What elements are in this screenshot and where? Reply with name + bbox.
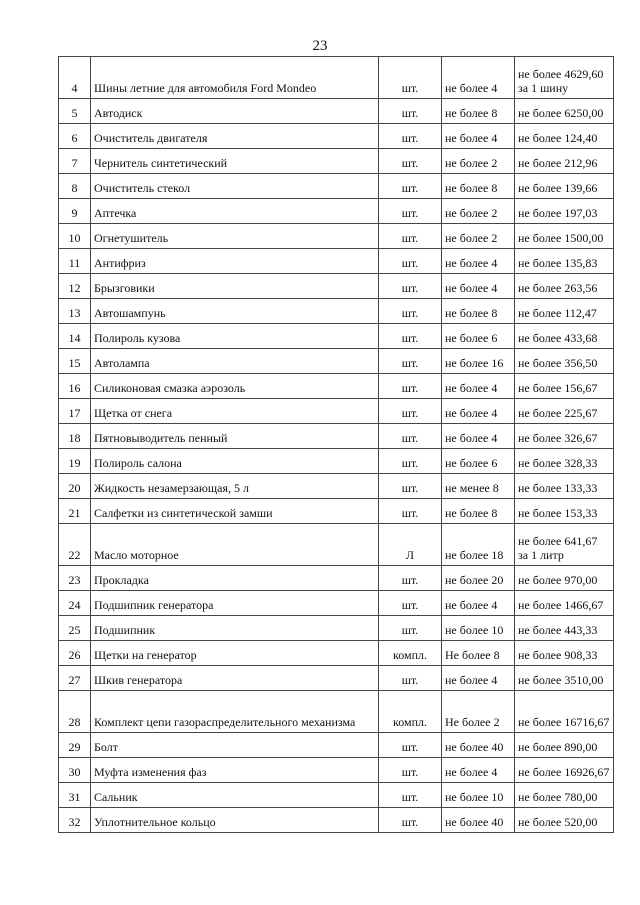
item-name: Автолампа (91, 349, 379, 374)
unit-of-measure: шт. (379, 424, 442, 449)
unit-of-measure: шт. (379, 616, 442, 641)
unit-price: не более 263,56 (515, 274, 614, 299)
quantity: не более 4 (442, 758, 515, 783)
unit-price: не более 1466,67 (515, 591, 614, 616)
items-table-body (59, 57, 614, 833)
row-number: 18 (59, 424, 91, 449)
unit-price: не более 1500,00 (515, 224, 614, 249)
unit-price: не более 135,83 (515, 249, 614, 274)
item-name: Полироль салона (91, 449, 379, 474)
unit-of-measure: шт. (379, 57, 442, 99)
unit-price: не более 356,50 (515, 349, 614, 374)
table-row (59, 474, 614, 499)
unit-price: не более 6250,00 (515, 99, 614, 124)
unit-price: не более 328,33 (515, 449, 614, 474)
row-number: 4 (59, 57, 91, 99)
row-number: 20 (59, 474, 91, 499)
item-name: Антифриз (91, 249, 379, 274)
table-row (59, 149, 614, 174)
item-name: Силиконовая смазка аэрозоль (91, 374, 379, 399)
unit-price: не более 443,33 (515, 616, 614, 641)
row-number: 27 (59, 666, 91, 691)
unit-of-measure: шт. (379, 449, 442, 474)
item-name: Щетка от снега (91, 399, 379, 424)
table-row (59, 524, 614, 566)
unit-of-measure: шт. (379, 499, 442, 524)
quantity: не более 6 (442, 324, 515, 349)
row-number: 26 (59, 641, 91, 666)
item-name: Подшипник (91, 616, 379, 641)
row-number: 29 (59, 733, 91, 758)
unit-of-measure: шт. (379, 399, 442, 424)
item-name: Сальник (91, 783, 379, 808)
unit-price: не более 908,33 (515, 641, 614, 666)
item-name: Очиститель двигателя (91, 124, 379, 149)
table-row (59, 99, 614, 124)
item-name: Прокладка (91, 566, 379, 591)
quantity: Не более 8 (442, 641, 515, 666)
unit-of-measure: шт. (379, 474, 442, 499)
unit-of-measure: шт. (379, 99, 442, 124)
row-number: 25 (59, 616, 91, 641)
quantity: не более 8 (442, 99, 515, 124)
item-name: Комплект цепи газораспределительного механизма (91, 691, 379, 733)
unit-of-measure: шт. (379, 124, 442, 149)
unit-price: не более 133,33 (515, 474, 614, 499)
table-row (59, 349, 614, 374)
table-row (59, 399, 614, 424)
unit-price: не более 225,67 (515, 399, 614, 424)
unit-of-measure: шт. (379, 149, 442, 174)
unit-price: не более 212,96 (515, 149, 614, 174)
quantity: не более 16 (442, 349, 515, 374)
quantity: не более 40 (442, 808, 515, 833)
table-row (59, 124, 614, 149)
unit-of-measure: шт. (379, 199, 442, 224)
quantity: не более 40 (442, 733, 515, 758)
unit-price: не более 970,00 (515, 566, 614, 591)
unit-price: не более 641,67 за 1 литр (515, 524, 614, 566)
item-name: Шкив генератора (91, 666, 379, 691)
unit-of-measure: шт. (379, 374, 442, 399)
row-number: 8 (59, 174, 91, 199)
item-name: Щетки на генератор (91, 641, 379, 666)
unit-of-measure: шт. (379, 758, 442, 783)
unit-of-measure: шт. (379, 566, 442, 591)
unit-of-measure: шт. (379, 783, 442, 808)
unit-of-measure: Л (379, 524, 442, 566)
unit-price: не более 16716,67 (515, 691, 614, 733)
row-number: 22 (59, 524, 91, 566)
unit-price: не более 124,40 (515, 124, 614, 149)
row-number: 11 (59, 249, 91, 274)
table-row (59, 808, 614, 833)
unit-of-measure: шт. (379, 591, 442, 616)
item-name: Аптечка (91, 199, 379, 224)
row-number: 28 (59, 691, 91, 733)
table-row (59, 374, 614, 399)
item-name: Чернитель синтетический (91, 149, 379, 174)
quantity: Не более 2 (442, 691, 515, 733)
table-row (59, 424, 614, 449)
row-number: 19 (59, 449, 91, 474)
quantity: не более 2 (442, 199, 515, 224)
table-row (59, 733, 614, 758)
quantity: не более 18 (442, 524, 515, 566)
quantity: не более 10 (442, 783, 515, 808)
unit-price: не более 3510,00 (515, 666, 614, 691)
item-name: Автошампунь (91, 299, 379, 324)
unit-price: не более 433,68 (515, 324, 614, 349)
unit-price: не более 780,00 (515, 783, 614, 808)
row-number: 32 (59, 808, 91, 833)
item-name: Брызговики (91, 274, 379, 299)
table-row (59, 666, 614, 691)
row-number: 16 (59, 374, 91, 399)
table-row (59, 199, 614, 224)
unit-price: не более 197,03 (515, 199, 614, 224)
unit-of-measure: шт. (379, 274, 442, 299)
table-row (59, 758, 614, 783)
unit-of-measure: компл. (379, 641, 442, 666)
unit-of-measure: шт. (379, 349, 442, 374)
quantity: не более 4 (442, 249, 515, 274)
quantity: не более 4 (442, 124, 515, 149)
table-row (59, 449, 614, 474)
item-name: Уплотнительное кольцо (91, 808, 379, 833)
unit-of-measure: шт. (379, 174, 442, 199)
table-row (59, 249, 614, 274)
quantity: не более 4 (442, 424, 515, 449)
row-number: 5 (59, 99, 91, 124)
unit-price: не более 139,66 (515, 174, 614, 199)
quantity: не более 2 (442, 149, 515, 174)
item-name: Очиститель стекол (91, 174, 379, 199)
quantity: не более 10 (442, 616, 515, 641)
quantity: не более 8 (442, 499, 515, 524)
row-number: 17 (59, 399, 91, 424)
unit-price: не более 156,67 (515, 374, 614, 399)
table-row (59, 57, 614, 99)
item-name: Болт (91, 733, 379, 758)
quantity: не более 2 (442, 224, 515, 249)
unit-of-measure: шт. (379, 224, 442, 249)
table-row (59, 616, 614, 641)
row-number: 24 (59, 591, 91, 616)
table-row (59, 324, 614, 349)
table-row (59, 591, 614, 616)
item-name: Полироль кузова (91, 324, 379, 349)
quantity: не более 4 (442, 274, 515, 299)
table-row (59, 566, 614, 591)
quantity: не более 4 (442, 57, 515, 99)
unit-of-measure: шт. (379, 808, 442, 833)
row-number: 13 (59, 299, 91, 324)
unit-price: не более 153,33 (515, 499, 614, 524)
row-number: 21 (59, 499, 91, 524)
row-number: 12 (59, 274, 91, 299)
unit-price: не более 4629,60 за 1 шину (515, 57, 614, 99)
row-number: 6 (59, 124, 91, 149)
quantity: не более 4 (442, 374, 515, 399)
quantity: не более 8 (442, 174, 515, 199)
table-row (59, 274, 614, 299)
row-number: 31 (59, 783, 91, 808)
row-number: 10 (59, 224, 91, 249)
row-number: 7 (59, 149, 91, 174)
quantity: не менее 8 (442, 474, 515, 499)
row-number: 9 (59, 199, 91, 224)
quantity: не более 4 (442, 399, 515, 424)
table-row (59, 783, 614, 808)
item-name: Огнетушитель (91, 224, 379, 249)
quantity: не более 6 (442, 449, 515, 474)
item-name: Пятновыводитель пенный (91, 424, 379, 449)
unit-price: не более 16926,67 (515, 758, 614, 783)
row-number: 14 (59, 324, 91, 349)
item-name: Масло моторное (91, 524, 379, 566)
table-row (59, 299, 614, 324)
unit-price: не более 890,00 (515, 733, 614, 758)
row-number: 23 (59, 566, 91, 591)
unit-of-measure: компл. (379, 691, 442, 733)
table-row (59, 224, 614, 249)
item-name: Автодиск (91, 99, 379, 124)
unit-price: не более 112,47 (515, 299, 614, 324)
quantity: не более 8 (442, 299, 515, 324)
table-row (59, 174, 614, 199)
unit-price: не более 520,00 (515, 808, 614, 833)
items-table (58, 56, 614, 833)
quantity: не более 20 (442, 566, 515, 591)
table-row (59, 641, 614, 666)
item-name: Муфта изменения фаз (91, 758, 379, 783)
row-number: 30 (59, 758, 91, 783)
table-row (59, 691, 614, 733)
unit-of-measure: шт. (379, 666, 442, 691)
page-number: 23 (312, 38, 328, 54)
item-name: Салфетки из синтетической замши (91, 499, 379, 524)
row-number: 15 (59, 349, 91, 374)
unit-of-measure: шт. (379, 324, 442, 349)
item-name: Подшипник генератора (91, 591, 379, 616)
table-row (59, 499, 614, 524)
quantity: не более 4 (442, 591, 515, 616)
item-name: Шины летние для автомобиля Ford Mondeo (91, 57, 379, 99)
unit-of-measure: шт. (379, 249, 442, 274)
unit-of-measure: шт. (379, 299, 442, 324)
unit-of-measure: шт. (379, 733, 442, 758)
quantity: не более 4 (442, 666, 515, 691)
item-name: Жидкость незамерзающая, 5 л (91, 474, 379, 499)
unit-price: не более 326,67 (515, 424, 614, 449)
